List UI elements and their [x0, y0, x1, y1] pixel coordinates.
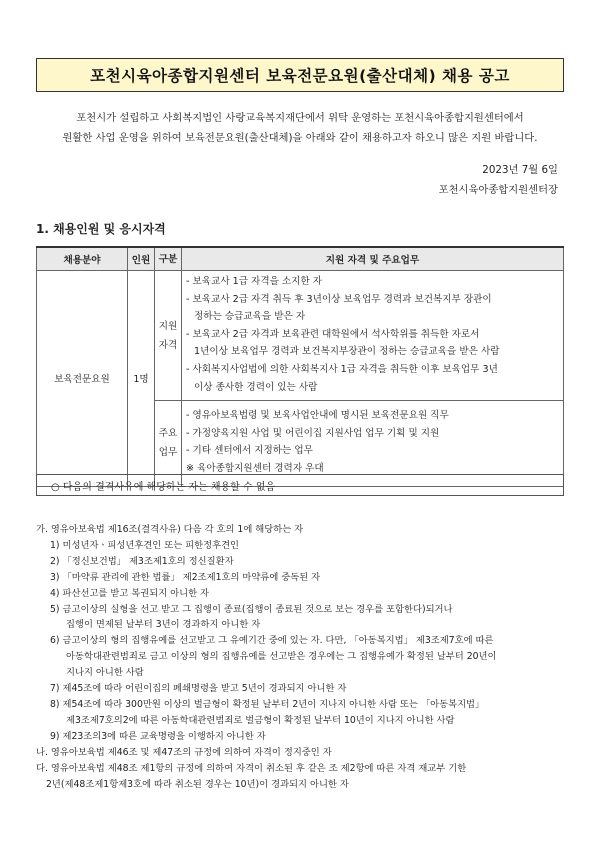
header-details: 지원 자격 및 주요업무	[182, 247, 564, 271]
announcement-date: 2023년 7월 6일	[482, 164, 558, 176]
list-item: - 보육교사 2급 자격과 보육관련 대학원에서 석사학위를 취득한 자로서	[186, 328, 480, 340]
list-item: ※ 육아종합지원센터 경력자 우대	[186, 462, 324, 474]
list-item: 집행이 면제된 날부터 3년이 경과하지 아니한 자	[66, 619, 261, 631]
page-title: 포천시육아종합지원센터 보육전문요원(출산대체) 채용 공고	[36, 58, 564, 92]
list-item: 1년이상 보육업무 경력과 보건복지부장관이 정하는 승급교육을 받은 사람	[194, 346, 500, 358]
list-item: 지나지 아니한 사람	[66, 667, 144, 679]
list-item: 3) 「마약류 관리에 관한 법률」 제2조제1호의 마약류에 중독된 자	[50, 571, 321, 583]
list-item: 정하는 승급교육을 받은 자	[194, 311, 306, 323]
list-item: 다. 영유아보육법 제48조 제1항의 규정에 의하여 자격이 취소된 후 같은 조 제2항에 따른 자격 재교부 기한	[36, 762, 467, 774]
list-item: 1) 미성년자ㆍ피성년후견인 또는 피한정후견인	[50, 539, 240, 551]
header-category: 구분	[155, 247, 182, 271]
table-header-row	[37, 247, 564, 271]
list-item: 9) 제23조의3에 따른 교육명령을 이행하지 아니한 자	[50, 730, 266, 742]
field-cell: 보육전문요원	[37, 271, 128, 487]
list-item: 5) 금고이상의 실형을 선고 받고 그 집행이 종료(집행이 종료된 것으로 보는 경우를 포함한다)되거나	[50, 603, 453, 615]
label-line: 자격	[158, 339, 178, 351]
issuer-name: 포천시육아종합지원센터장	[438, 184, 558, 196]
list-item: - 가정양육지원 사업 및 어린이집 지원사업 업무 기획 및 지원	[186, 427, 440, 439]
header-field: 채용분야	[37, 247, 128, 271]
recruitment-table	[36, 246, 564, 487]
list-item: 아동학대관련범죄로 금고 이상의 형의 집행유예를 선고받은 경우에는 그 집행유예가 확정된 날부터 20년이	[66, 651, 497, 663]
list-item: 나. 영유아보육법 제46조 및 제47조의 규정에 의하여 자격이 정지중인 자	[36, 746, 332, 758]
list-item: 4) 파산선고를 받고 복권되지 아니한 자	[50, 587, 210, 599]
list-item: 6) 금고이상의 형의 집행유예를 선고받고 그 유예기간 중에 있는 자. 다만, 「아동복지법」 제3조제7호에 따른	[50, 635, 494, 647]
list-item: 2년(제48조제1항제3호에 따라 취소된 경우는 10년)이 경과되지 아니한 자	[46, 778, 349, 790]
list-item: - 사회복지사업법에 의한 사회복지사 1급 자격을 취득한 이후 보육업무 3년	[186, 363, 498, 375]
label-line: 지원	[158, 320, 178, 332]
list-item: 8) 제54조에 따라 300만원 이상의 벌금형이 확정된 날부터 2년이 지나지 아니한 사람 또는 「아동복지법」	[50, 698, 485, 710]
list-item: 제3조제7호의2에 따른 아동학대관련범죄로 벌금형이 확정된 날부터 10년이 지나지 아니한 사람	[66, 714, 455, 726]
list-item: - 영유아보육법령 및 보육사업안내에 명시된 보육전문요원 직무	[186, 410, 449, 422]
intro-line: 포천시가 설립하고 사회복지법인 사랑교육복지재단에서 위탁 운영하는 포천시육아종합지원센터에서	[76, 112, 524, 124]
list-item: 2) 「정신보건법」 제3조제1호의 정신질환자	[50, 555, 234, 567]
qualification-label	[155, 271, 182, 401]
list-item: 7) 제45조에 따라 어린이집의 폐쇄명령을 받고 5년이 경과되지 아니한 자	[50, 683, 347, 695]
list-item: - 기타 센터에서 지정하는 업무	[186, 445, 313, 457]
list-item: - 보육교사 2급 자격 취득 후 3년이상 보육업무 경력과 보건복지부 장관이	[186, 293, 492, 305]
disqualification-list	[36, 522, 576, 792]
list-item: 가. 영유아보육법 제16조(결격사유) 다음 각 호의 1에 해당하는 자	[36, 524, 304, 535]
list-item: 이상 종사한 경력이 있는 사람	[194, 381, 318, 393]
disqualification-notice: ○ 다음의 결격사유에 해당하는 자는 채용할 수 없음	[36, 474, 564, 496]
qualification-list	[182, 271, 564, 401]
count-cell: 1명	[128, 271, 155, 487]
label-line: 주요	[158, 428, 178, 440]
section-heading: 1. 채용인원 및 응시자격	[36, 222, 166, 236]
list-item: - 보육교사 1급 자격을 소지한 자	[186, 276, 323, 287]
label-line: 업무	[158, 447, 178, 459]
announcement-date-block	[439, 160, 558, 200]
intro-paragraph	[36, 108, 564, 148]
table-row	[37, 271, 564, 401]
header-count: 인원	[128, 247, 155, 271]
intro-line: 원활한 사업 운영을 위하여 보육전문요원(출산대체)을 아래와 같이 채용하고자 하오니 많은 지원 바랍니다.	[62, 132, 538, 144]
